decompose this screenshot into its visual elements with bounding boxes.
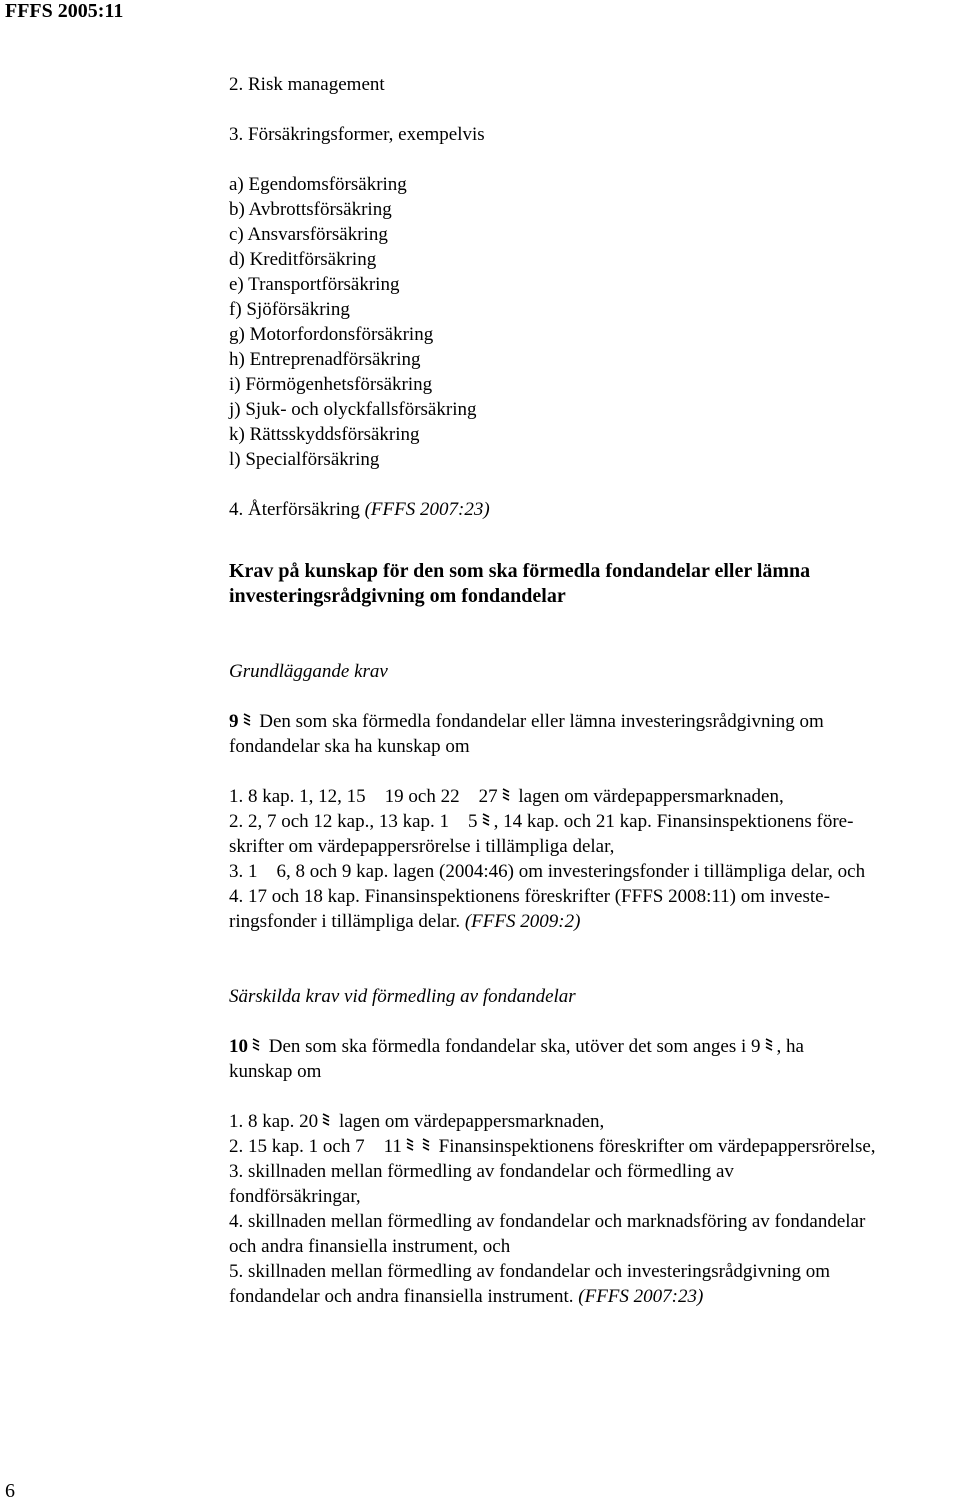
list-item: 5. skillnaden mellan förmedling av fondandelar och investeringsrådgivning om: [229, 1261, 830, 1282]
list-item-cont: och andra finansiella instrument, och: [229, 1236, 511, 1257]
amendment-reference: (FFFS 2009:2): [464, 911, 581, 932]
heading-line-2: investeringsrådgivning om fondandelar: [229, 585, 566, 607]
paragraph-number: 9: [229, 711, 239, 732]
list-item-cont: fondandelar och andra finansiella instrument. (FFFS 2007:23): [229, 1286, 704, 1307]
section-heading: [229, 559, 960, 609]
page-number: 6: [5, 1480, 15, 1502]
subheading-special-requirements: Särskilda krav vid förmedling av fondandelar: [229, 986, 576, 1007]
item-risk-management: 2. Risk management: [229, 74, 385, 95]
list-item: b) Avbrottsförsäkring: [229, 199, 392, 220]
section-mark-icon: [242, 712, 252, 730]
paragraph-text: , ha: [776, 1036, 804, 1057]
amendment-reference: (FFFS 2007:23): [578, 1286, 704, 1307]
reinsurance-reference: (FFFS 2007:23): [364, 499, 490, 520]
list-item: 4. 17 och 18 kap. Finansinspektionens föreskrifter (FFFS 2008:11) om investe-: [229, 886, 830, 907]
paragraph-text-cont: kunskap om: [229, 1061, 322, 1082]
list-item: g) Motorfordonsförsäkring: [229, 324, 434, 345]
special-requirements-list: [229, 1109, 960, 1309]
paragraph-9: [229, 709, 960, 759]
section-mark-icon: [405, 1137, 415, 1155]
document-code: FFFS 2005:11: [5, 0, 124, 22]
basic-requirements-list: [229, 784, 960, 934]
list-item: j) Sjuk- och olyckfallsförsäkring: [229, 399, 477, 420]
list-item-cont: skrifter om värdepappersrörelse i tillämpliga delar,: [229, 836, 615, 857]
list-item: 2. 2, 7 och 12 kap., 13 kap. 1 5 , 14 kap. och 21 kap. Finansinspektionens före-: [229, 811, 854, 832]
item-insurance-forms-title: 3. Försäkringsformer, exempelvis: [229, 124, 485, 145]
reinsurance-label: 4. Återförsäkring: [229, 499, 365, 520]
list-item: i) Förmögenhetsförsäkring: [229, 374, 433, 395]
paragraph-text: Den som ska förmedla fondandelar eller lämna investeringsrådgivning om: [254, 711, 824, 732]
list-item: 2. 15 kap. 1 och 7 11 Finansinspektionens föreskrifter om värdepappersrörelse,: [229, 1136, 876, 1157]
list-item-cont: fondförsäkringar,: [229, 1186, 361, 1207]
paragraph-number: 10: [229, 1036, 248, 1057]
list-item: k) Rättsskyddsförsäkring: [229, 424, 420, 445]
paragraph-10: [229, 1034, 960, 1084]
list-item: l) Specialförsäkring: [229, 449, 380, 470]
heading-line-1: Krav på kunskap för den som ska förmedla fondandelar eller lämna: [229, 560, 811, 582]
list-item: a) Egendomsförsäkring: [229, 174, 407, 195]
section-mark-icon: [501, 787, 511, 805]
paragraph-text-cont: fondandelar ska ha kunskap om: [229, 736, 470, 757]
list-item: 1. 8 kap. 1, 12, 15 19 och 22 27 lagen om värdepappersmarknaden,: [229, 786, 784, 807]
section-mark-icon: [764, 1037, 774, 1055]
list-item: f) Sjöförsäkring: [229, 299, 350, 320]
section-mark-icon: [481, 812, 491, 830]
section-mark-icon: [251, 1037, 261, 1055]
document-body: [229, 72, 960, 1309]
paragraph-text: Den som ska förmedla fondandelar ska, utöver det som anges i 9: [264, 1036, 761, 1057]
list-item-cont: ringsfonder i tillämpliga delar. (FFFS 2009:2): [229, 911, 581, 932]
list-item: 4. skillnaden mellan förmedling av fondandelar och marknadsföring av fondandelar: [229, 1211, 866, 1232]
item-reinsurance: [229, 497, 960, 522]
list-item: h) Entreprenadförsäkring: [229, 349, 421, 370]
list-item: d) Kreditförsäkring: [229, 249, 377, 270]
list-item: 1. 8 kap. 20 lagen om värdepappersmarknaden,: [229, 1111, 605, 1132]
list-item: 3. 1 6, 8 och 9 kap. lagen (2004:46) om investeringsfonder i tillämpliga delar, och: [229, 861, 866, 882]
section-mark-icon: [321, 1112, 331, 1130]
subheading-basic-requirements: Grundläggande krav: [229, 661, 388, 682]
insurance-forms-list: [229, 172, 960, 472]
list-item: e) Transportförsäkring: [229, 274, 400, 295]
section-mark-icon: [421, 1137, 431, 1155]
list-item: 3. skillnaden mellan förmedling av fondandelar och förmedling av: [229, 1161, 734, 1182]
list-item: c) Ansvarsförsäkring: [229, 224, 388, 245]
